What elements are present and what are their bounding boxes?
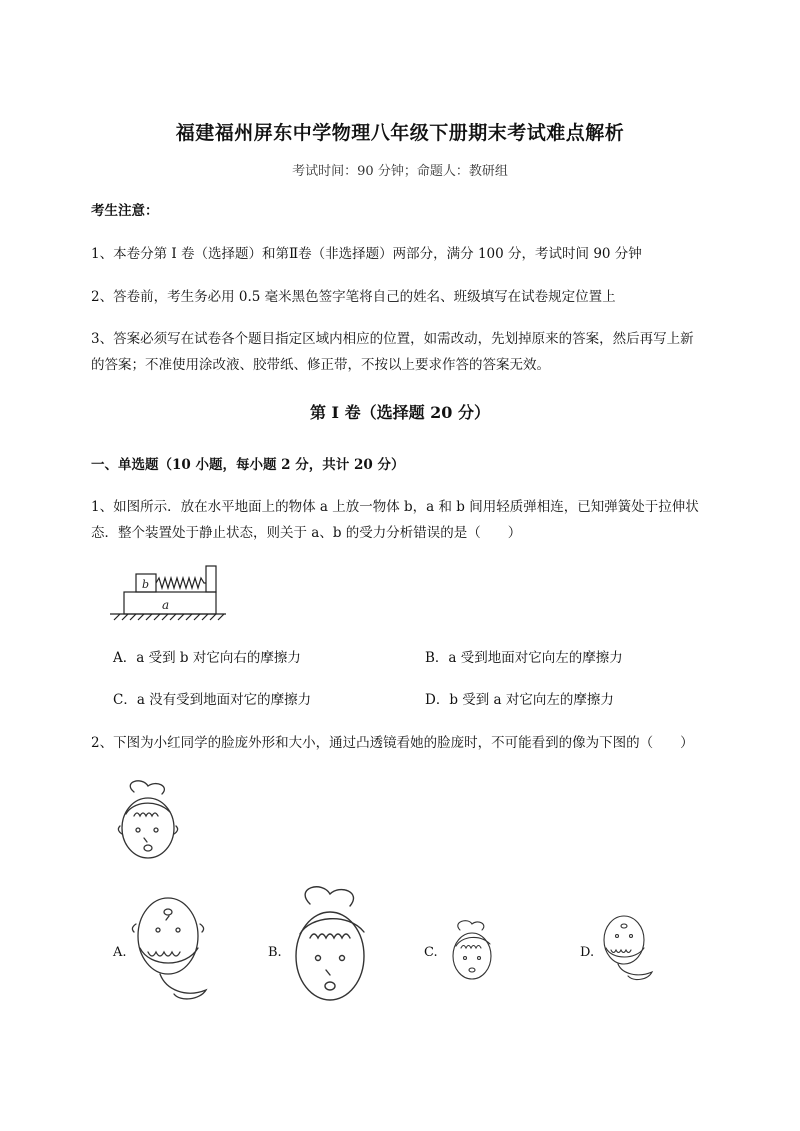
q2-option-a-face[interactable] (130, 890, 212, 1006)
q1-option-b[interactable]: B．a 受到地面对它向左的摩擦力 (425, 650, 623, 666)
block-a (124, 592, 216, 614)
notice-item-3: 3、答案必须写在试卷各个题目指定区域内相应的位置，如需改动，先划掉原来的答案，然后再写上新 (91, 331, 694, 347)
block-a-label: a (162, 598, 170, 612)
wall-post (206, 566, 216, 592)
q2-option-c-label[interactable]: C. (424, 945, 438, 960)
q1-figure (108, 562, 233, 622)
notice-item-3-cont: 的答案；不准使用涂改液、胶带纸、修正带，不按以上要求作答的答案无效。 (91, 357, 550, 373)
part-heading: 一、单选题（10 小题，每小题 2 分，共计 20 分） (91, 457, 405, 473)
q2-option-c-face[interactable] (446, 918, 498, 984)
notice-item-1: 1、本卷分第 I 卷（选择题）和第Ⅱ卷（非选择题）两部分，满分 100 分，考试时间 90 分钟 (91, 246, 642, 262)
q1-option-a[interactable]: A．a 受到 b 对它向右的摩擦力 (113, 650, 301, 666)
q2-option-d-face[interactable] (598, 912, 658, 984)
q2-option-d-label[interactable]: D. (580, 945, 595, 960)
q1-stem-line2: 态．整个装置处于静止状态，则关于 a、b 的受力分析错误的是（ ） (91, 525, 522, 541)
q2-original-face (112, 778, 182, 866)
q2-option-b-label[interactable]: B. (268, 945, 282, 960)
q2-option-b-face[interactable] (288, 880, 372, 1010)
exam-info: 考试时间：90 分钟；命题人：教研组 (292, 164, 508, 179)
ground-hatch (114, 614, 224, 620)
section-title: 第 I 卷（选择题 20 分） (309, 403, 491, 422)
q1-option-d[interactable]: D．b 受到 a 对它向左的摩擦力 (425, 692, 614, 708)
page-title: 福建福州屏东中学物理八年级下册期末考试难点解析 (175, 122, 625, 144)
notice-heading: 考生注意： (91, 203, 159, 219)
q1-option-c[interactable]: C．a 没有受到地面对它的摩擦力 (113, 692, 312, 708)
q1-stem-line1: 1、如图所示．放在水平地面上的物体 a 上放一物体 b，a 和 b 间用轻质弹相连，已知弹簧处于拉伸状 (91, 499, 699, 515)
q2-stem: 2、下图为小红同学的脸庞外形和大小，通过凸透镜看她的脸庞时，不可能看到的像为下图的（ ） (91, 735, 694, 751)
notice-item-2: 2、答卷前，考生务必用 0.5 毫米黑色签字笔将自己的姓名、班级填写在试卷规定位置上 (91, 289, 616, 305)
spring (156, 578, 206, 588)
q2-option-a-label[interactable]: A. (113, 945, 127, 960)
block-b-label: b (142, 578, 150, 591)
